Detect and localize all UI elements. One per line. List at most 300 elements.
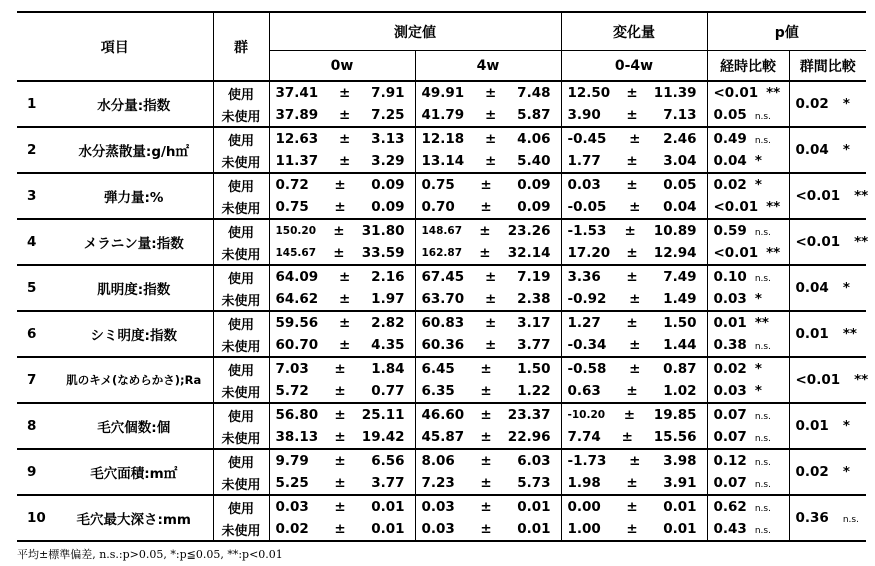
time-compare-p	[707, 472, 789, 495]
group-nonuse-label: 未使用	[213, 518, 269, 541]
plus-minus-sign: ±	[334, 361, 346, 377]
significance-mark: n.s.	[754, 434, 771, 444]
plus-minus-sign: ±	[480, 453, 492, 469]
mean-value: 3.36	[567, 269, 601, 285]
p-value: <0.01	[713, 245, 759, 261]
mean-value: 17.20	[567, 245, 611, 261]
p-value: 0.07	[713, 429, 747, 445]
plus-minus-sign: ±	[339, 291, 351, 307]
significance-mark: n.s.	[754, 480, 771, 490]
p-value: 0.59	[713, 223, 747, 239]
measure-cell	[415, 334, 561, 357]
sd-value: 31.80	[361, 223, 405, 239]
sd-value: 5.73	[517, 475, 551, 491]
plus-minus-sign: ±	[626, 85, 638, 101]
time-compare-p	[707, 380, 789, 403]
mean-value: 64.09	[275, 269, 319, 285]
sd-value: 5.87	[517, 107, 551, 123]
time-compare-p	[707, 288, 789, 311]
measure-cell	[415, 449, 561, 472]
mean-value: 41.79	[421, 107, 465, 123]
significance-mark: **	[766, 245, 781, 261]
plus-minus-sign: ±	[485, 291, 497, 307]
sd-value: 3.04	[663, 153, 697, 169]
group-use-label: 使用	[213, 403, 269, 426]
sd-value: 0.01	[371, 499, 405, 515]
row-item-label: 毛穴最大深さ:mm	[76, 512, 192, 528]
row-number: 7	[27, 372, 37, 388]
mean-value: 0.02	[275, 521, 309, 537]
plus-minus-sign: ±	[339, 131, 351, 147]
mean-value: 64.62	[275, 291, 319, 307]
plus-minus-sign: ±	[626, 383, 638, 399]
sd-value: 6.03	[517, 453, 551, 469]
mean-value: 7.23	[421, 475, 455, 491]
sd-value: 3.29	[371, 153, 405, 169]
sd-value: 7.91	[371, 85, 405, 101]
plus-minus-sign: ±	[626, 315, 638, 331]
sd-value: 4.35	[371, 337, 405, 353]
plus-minus-sign: ±	[626, 269, 638, 285]
sd-value: 3.77	[371, 475, 405, 491]
time-compare-p	[707, 449, 789, 472]
plus-minus-sign: ±	[339, 269, 351, 285]
measure-cell	[269, 173, 415, 196]
measure-cell	[269, 104, 415, 127]
group-compare-p	[789, 495, 866, 541]
measure-cell	[415, 150, 561, 173]
measure-cell	[269, 265, 415, 288]
table-row	[17, 173, 866, 196]
mean-value: 0.75	[275, 199, 309, 215]
plus-minus-sign: ±	[621, 429, 633, 445]
plus-minus-sign: ±	[485, 107, 497, 123]
measure-cell	[269, 380, 415, 403]
plus-minus-sign: ±	[339, 337, 351, 353]
time-compare-p	[707, 426, 789, 449]
mean-value: 63.70	[421, 291, 465, 307]
mean-value: 0.70	[421, 199, 455, 215]
time-compare-p	[707, 196, 789, 219]
significance-mark: **	[842, 326, 857, 342]
table-body	[17, 81, 869, 541]
plus-minus-sign: ±	[339, 153, 351, 169]
measure-cell	[415, 81, 561, 104]
measure-cell	[269, 495, 415, 518]
group-nonuse-label: 未使用	[213, 380, 269, 403]
sd-value: 1.02	[663, 383, 697, 399]
p-value: 0.10	[713, 269, 747, 285]
measure-cell	[415, 242, 561, 265]
measure-cell	[415, 288, 561, 311]
group-nonuse-label: 未使用	[213, 242, 269, 265]
sd-value: 0.09	[517, 177, 551, 193]
p-value: 0.02	[713, 177, 747, 193]
mean-value: -1.53	[567, 223, 607, 239]
plus-minus-sign: ±	[480, 499, 492, 515]
sd-value: 3.13	[371, 131, 405, 147]
mean-value: 0.03	[567, 177, 601, 193]
measure-cell	[415, 311, 561, 334]
mean-value: 12.50	[567, 85, 611, 101]
mean-value: 67.45	[421, 269, 465, 285]
plus-minus-sign: ±	[333, 245, 345, 261]
row-number: 6	[27, 326, 37, 342]
sd-value: 1.44	[663, 337, 697, 353]
plus-minus-sign: ±	[485, 153, 497, 169]
row-number: 2	[27, 142, 37, 158]
mean-value: 7.03	[275, 361, 309, 377]
significance-mark: n.s.	[754, 112, 771, 122]
measure-cell	[415, 357, 561, 380]
measure-cell	[269, 242, 415, 265]
p-value: <0.01	[795, 234, 841, 250]
group-compare-p	[789, 81, 866, 127]
header-measured: 測定値	[269, 12, 561, 51]
sd-value: 2.82	[371, 315, 405, 331]
measure-cell	[561, 265, 707, 288]
mean-value: 0.03	[275, 499, 309, 515]
measure-cell	[415, 127, 561, 150]
significance-mark: **	[766, 199, 781, 215]
table-row	[17, 449, 866, 472]
measure-cell	[415, 380, 561, 403]
group-compare-p	[789, 173, 869, 219]
significance-mark: *	[754, 361, 762, 377]
plus-minus-sign: ±	[480, 383, 492, 399]
sd-value: 15.56	[653, 429, 697, 445]
row-item-label: 毛穴個数:個	[97, 420, 171, 436]
plus-minus-sign: ±	[480, 361, 492, 377]
p-value: <0.01	[795, 372, 841, 388]
measure-cell	[561, 104, 707, 127]
measure-cell	[561, 173, 707, 196]
p-value: 0.03	[713, 291, 747, 307]
measure-cell	[269, 288, 415, 311]
p-value: <0.01	[713, 85, 759, 101]
plus-minus-sign: ±	[485, 315, 497, 331]
plus-minus-sign: ±	[334, 177, 346, 193]
significance-mark: **	[854, 188, 869, 204]
results-table	[17, 11, 869, 542]
measure-cell	[415, 196, 561, 219]
measure-cell	[269, 357, 415, 380]
mean-value: 6.45	[421, 361, 455, 377]
mean-value: 7.74	[567, 429, 601, 445]
significance-mark: *	[842, 280, 850, 296]
measure-cell	[561, 472, 707, 495]
group-compare-p	[789, 357, 869, 403]
sd-value: 2.38	[517, 291, 551, 307]
sd-value: 22.96	[507, 429, 551, 445]
sd-value: 0.77	[371, 383, 405, 399]
measure-cell	[269, 334, 415, 357]
group-nonuse-label: 未使用	[213, 196, 269, 219]
sd-value: 0.01	[663, 521, 697, 537]
group-use-label: 使用	[213, 495, 269, 518]
plus-minus-sign: ±	[626, 521, 638, 537]
row-item-label: 水分量:指数	[97, 98, 171, 114]
table-row	[17, 311, 866, 334]
measure-cell	[561, 196, 707, 219]
mean-value: 1.00	[567, 521, 601, 537]
significance-mark: *	[754, 177, 762, 193]
plus-minus-sign: ±	[480, 407, 492, 423]
mean-value: 1.77	[567, 153, 601, 169]
mean-value: 0.00	[567, 499, 601, 515]
mean-value: -1.73	[567, 453, 607, 469]
p-value: 0.49	[713, 131, 747, 147]
plus-minus-sign: ±	[629, 453, 641, 469]
significance-mark: n.s.	[754, 228, 771, 238]
mean-value: 37.41	[275, 85, 319, 101]
measure-cell	[415, 104, 561, 127]
plus-minus-sign: ±	[479, 245, 491, 261]
significance-mark: n.s.	[754, 526, 771, 536]
table-row	[17, 81, 866, 104]
group-nonuse-label: 未使用	[213, 334, 269, 357]
mean-value: -0.05	[567, 199, 607, 215]
time-compare-p	[707, 104, 789, 127]
row-number: 8	[27, 418, 37, 434]
measure-cell	[269, 472, 415, 495]
header-pvalue: p値	[707, 12, 866, 51]
mean-value: 145.67	[275, 247, 317, 259]
sd-value: 0.09	[371, 177, 405, 193]
measure-cell	[269, 196, 415, 219]
time-compare-p	[707, 518, 789, 541]
group-use-label: 使用	[213, 357, 269, 380]
plus-minus-sign: ±	[334, 383, 346, 399]
header-row-1	[17, 12, 866, 51]
plus-minus-sign: ±	[485, 269, 497, 285]
plus-minus-sign: ±	[629, 361, 641, 377]
plus-minus-sign: ±	[339, 315, 351, 331]
plus-minus-sign: ±	[334, 453, 346, 469]
table-row	[17, 495, 866, 518]
plus-minus-sign: ±	[334, 475, 346, 491]
measure-cell	[269, 426, 415, 449]
footnote: 平均±標準偏差, n.s.:p>0.05, *:p≦0.05, **:p<0.01	[17, 548, 283, 561]
p-value: 0.04	[795, 142, 829, 158]
plus-minus-sign: ±	[629, 199, 641, 215]
plus-minus-sign: ±	[334, 407, 346, 423]
plus-minus-sign: ±	[629, 337, 641, 353]
measure-cell	[415, 265, 561, 288]
sd-value: 1.50	[663, 315, 697, 331]
plus-minus-sign: ±	[334, 499, 346, 515]
time-compare-p	[707, 334, 789, 357]
measure-cell	[561, 150, 707, 173]
sd-value: 1.50	[517, 361, 551, 377]
plus-minus-sign: ±	[479, 223, 491, 239]
significance-mark: *	[754, 383, 762, 399]
plus-minus-sign: ±	[480, 199, 492, 215]
sd-value: 0.01	[663, 499, 697, 515]
mean-value: 1.98	[567, 475, 601, 491]
p-value: 0.04	[713, 153, 747, 169]
plus-minus-sign: ±	[629, 291, 641, 307]
measure-cell	[269, 449, 415, 472]
mean-value: 148.67	[421, 225, 463, 237]
header-change: 変化量	[561, 12, 707, 51]
p-value: 0.62	[713, 499, 747, 515]
sd-value: 0.09	[517, 199, 551, 215]
mean-value: 9.79	[275, 453, 309, 469]
mean-value: -10.20	[567, 409, 606, 421]
header-group-compare: 群間比較	[789, 51, 866, 82]
group-compare-p	[789, 311, 866, 357]
p-value: 0.01	[795, 326, 829, 342]
plus-minus-sign: ±	[334, 429, 346, 445]
plus-minus-sign: ±	[333, 223, 345, 239]
time-compare-p	[707, 81, 789, 104]
p-value: 0.01	[713, 315, 747, 331]
mean-value: 1.27	[567, 315, 601, 331]
p-value: 0.43	[713, 521, 747, 537]
significance-mark: **	[854, 234, 869, 250]
sd-value: 23.37	[507, 407, 551, 423]
plus-minus-sign: ±	[334, 199, 346, 215]
significance-mark: n.s.	[754, 136, 771, 146]
row-item-label: 肌明度:指数	[97, 282, 171, 298]
plus-minus-sign: ±	[339, 85, 351, 101]
time-compare-p	[707, 265, 789, 288]
group-compare-p	[789, 219, 869, 265]
mean-value: 0.63	[567, 383, 601, 399]
group-nonuse-label: 未使用	[213, 288, 269, 311]
time-compare-p	[707, 150, 789, 173]
header-time-compare: 経時比較	[707, 51, 789, 82]
sd-value: 0.01	[517, 499, 551, 515]
mean-value: 5.25	[275, 475, 309, 491]
p-value: 0.07	[713, 407, 747, 423]
plus-minus-sign: ±	[339, 107, 351, 123]
sd-value: 4.06	[517, 131, 551, 147]
sd-value: 7.49	[663, 269, 697, 285]
group-use-label: 使用	[213, 219, 269, 242]
mean-value: 49.91	[421, 85, 465, 101]
plus-minus-sign: ±	[485, 131, 497, 147]
measure-cell	[269, 403, 415, 426]
p-value: 0.02	[795, 464, 829, 480]
significance-mark: n.s.	[754, 274, 771, 284]
sd-value: 7.13	[663, 107, 697, 123]
significance-mark: n.s.	[754, 412, 771, 422]
significance-mark: *	[754, 291, 762, 307]
group-use-label: 使用	[213, 127, 269, 150]
significance-mark: n.s.	[754, 342, 771, 352]
row-item-label: 肌のキメ(なめらかさ);Ra	[66, 373, 202, 387]
sd-value: 0.09	[371, 199, 405, 215]
mean-value: 59.56	[275, 315, 319, 331]
table-row	[17, 127, 866, 150]
mean-value: 46.60	[421, 407, 465, 423]
mean-value: 3.90	[567, 107, 601, 123]
group-nonuse-label: 未使用	[213, 426, 269, 449]
header-0w: 0w	[269, 51, 415, 82]
header-4w: 4w	[415, 51, 561, 82]
measure-cell	[415, 518, 561, 541]
sd-value: 1.49	[663, 291, 697, 307]
sd-value: 0.05	[663, 177, 697, 193]
plus-minus-sign: ±	[480, 475, 492, 491]
time-compare-p	[707, 242, 789, 265]
mean-value: 5.72	[275, 383, 309, 399]
significance-mark: *	[842, 96, 850, 112]
mean-value: 60.36	[421, 337, 465, 353]
mean-value: -0.34	[567, 337, 607, 353]
plus-minus-sign: ±	[626, 475, 638, 491]
significance-mark: n.s.	[842, 515, 859, 525]
p-value: 0.36	[795, 510, 829, 526]
sd-value: 1.97	[371, 291, 405, 307]
mean-value: 0.72	[275, 177, 309, 193]
significance-mark: **	[854, 372, 869, 388]
row-item-label: シミ明度:指数	[90, 328, 177, 344]
time-compare-p	[707, 219, 789, 242]
sd-value: 1.22	[517, 383, 551, 399]
mean-value: 0.03	[421, 499, 455, 515]
significance-mark: *	[842, 142, 850, 158]
plus-minus-sign: ±	[626, 177, 638, 193]
time-compare-p	[707, 403, 789, 426]
row-item-label: メラニン量:指数	[83, 236, 184, 252]
mean-value: 12.18	[421, 131, 465, 147]
time-compare-p	[707, 357, 789, 380]
measure-cell	[415, 403, 561, 426]
mean-value: 150.20	[275, 225, 317, 237]
sd-value: 11.39	[653, 85, 697, 101]
mean-value: 0.03	[421, 521, 455, 537]
plus-minus-sign: ±	[485, 85, 497, 101]
table-row	[17, 403, 866, 426]
plus-minus-sign: ±	[626, 153, 638, 169]
sd-value: 0.01	[517, 521, 551, 537]
measure-cell	[269, 518, 415, 541]
plus-minus-sign: ±	[485, 337, 497, 353]
sd-value: 5.40	[517, 153, 551, 169]
plus-minus-sign: ±	[480, 177, 492, 193]
plus-minus-sign: ±	[624, 223, 636, 239]
row-number: 9	[27, 464, 37, 480]
p-value: 0.05	[713, 107, 747, 123]
group-compare-p	[789, 265, 866, 311]
measure-cell	[561, 311, 707, 334]
row-number: 1	[27, 96, 37, 112]
sd-value: 33.59	[361, 245, 405, 261]
plus-minus-sign: ±	[626, 107, 638, 123]
mean-value: 60.83	[421, 315, 465, 331]
sd-value: 0.04	[663, 199, 697, 215]
group-nonuse-label: 未使用	[213, 472, 269, 495]
group-use-label: 使用	[213, 449, 269, 472]
table-row	[17, 357, 866, 380]
significance-mark: *	[754, 153, 762, 169]
time-compare-p	[707, 495, 789, 518]
row-item-label: 弾力量:%	[104, 190, 164, 206]
significance-mark: *	[842, 418, 850, 434]
plus-minus-sign: ±	[480, 521, 492, 537]
plus-minus-sign: ±	[626, 245, 638, 261]
mean-value: 162.87	[421, 247, 463, 259]
sd-value: 2.16	[371, 269, 405, 285]
plus-minus-sign: ±	[480, 429, 492, 445]
significance-mark: n.s.	[754, 504, 771, 514]
measure-cell	[561, 242, 707, 265]
group-use-label: 使用	[213, 173, 269, 196]
group-compare-p	[789, 403, 866, 449]
